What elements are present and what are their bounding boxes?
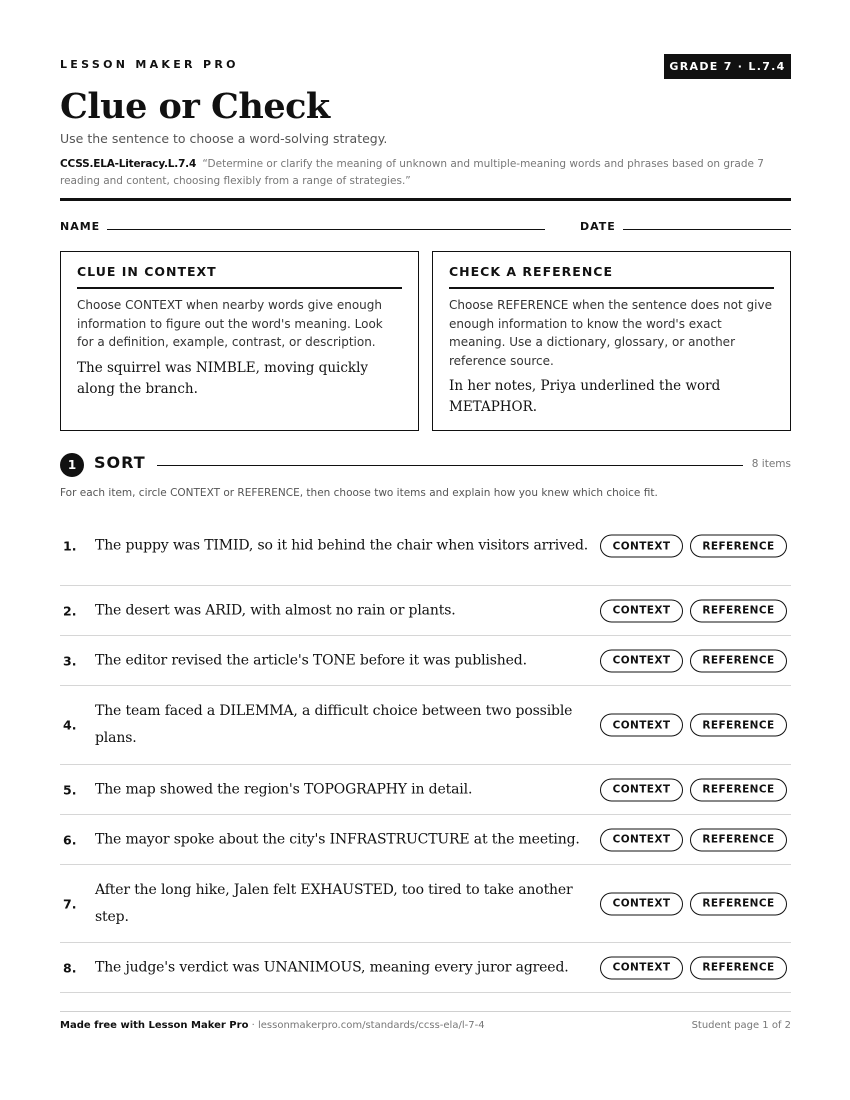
clue-in-context-card xyxy=(60,251,419,431)
page-subtitle: Use the sentence to choose a word-solving strategy. xyxy=(60,131,388,146)
item-number: 4. xyxy=(63,717,77,733)
list-item xyxy=(60,943,791,993)
section-title: SORT xyxy=(94,453,146,472)
reference-choice[interactable]: REFERENCE xyxy=(690,535,787,558)
reference-choice[interactable]: REFERENCE xyxy=(690,714,787,737)
worksheet-page xyxy=(60,0,791,1100)
list-item xyxy=(60,765,791,815)
date-label: DATE xyxy=(580,220,616,233)
item-number: 8. xyxy=(63,960,77,975)
section-number-badge: 1 xyxy=(60,453,84,477)
footer-divider xyxy=(60,1011,791,1012)
page-indicator: Student page 1 of 2 xyxy=(691,1020,791,1031)
sort-items-list xyxy=(60,507,791,993)
item-sentence: After the long hike, Jalen felt EXHAUSTED, too tired to take another step. xyxy=(95,881,573,925)
item-number: 5. xyxy=(63,782,77,797)
card-title: CHECK A REFERENCE xyxy=(449,264,774,289)
list-item xyxy=(60,586,791,636)
item-count: 8 items xyxy=(751,458,791,470)
date-field[interactable] xyxy=(623,229,791,230)
reference-choice[interactable]: REFERENCE xyxy=(690,956,787,979)
name-field[interactable] xyxy=(107,229,545,230)
list-item xyxy=(60,636,791,686)
context-choice[interactable]: CONTEXT xyxy=(600,778,683,801)
card-example: In her notes, Priya underlined the word METAPHOR. xyxy=(449,378,721,415)
list-item xyxy=(60,507,791,586)
standard-code: CCSS.ELA-Literacy.L.7.4 xyxy=(60,158,197,170)
item-sentence: The judge's verdict was UNANIMOUS, meaning every juror agreed. xyxy=(95,959,569,975)
item-number: 6. xyxy=(63,832,77,847)
check-a-reference-card xyxy=(432,251,791,431)
section-instructions: For each item, circle CONTEXT or REFERENCE, then choose two items and explain how you knew which choice fit. xyxy=(60,487,658,499)
context-choice[interactable]: CONTEXT xyxy=(600,956,683,979)
name-date-fields xyxy=(60,220,791,234)
item-sentence: The team faced a DILEMMA, a difficult choice between two possible plans. xyxy=(95,703,573,746)
header-divider xyxy=(60,198,791,201)
list-item xyxy=(60,686,791,765)
page-footer xyxy=(60,1020,791,1031)
section-header xyxy=(60,452,791,478)
card-description: Choose REFERENCE when the sentence does not give enough information to know the word's exact meaning. Use a dictionary, glossary, or another reference source. xyxy=(449,298,772,368)
footer-url[interactable]: lessonmakerpro.com/standards/ccss-ela/l-7-4 xyxy=(257,1020,485,1031)
footer-credit: Made free with Lesson Maker Pro xyxy=(60,1020,249,1031)
item-sentence: The editor revised the article's TONE before it was published. xyxy=(95,652,527,668)
context-choice[interactable]: CONTEXT xyxy=(600,892,683,915)
name-label: NAME xyxy=(60,220,101,233)
list-item xyxy=(60,865,791,943)
item-sentence: The desert was ARID, with almost no rain or plants. xyxy=(95,602,456,618)
item-sentence: The mayor spoke about the city's INFRASTRUCTURE at the meeting. xyxy=(95,831,580,847)
card-example: The squirrel was NIMBLE, moving quickly along the branch. xyxy=(77,359,369,397)
grade-badge: GRADE 7 · L.7.4 xyxy=(664,54,791,79)
footer-separator: · xyxy=(251,1020,258,1031)
item-sentence: The puppy was TIMID, so it hid behind the chair when visitors arrived. xyxy=(95,537,589,554)
item-number: 2. xyxy=(63,603,77,618)
context-choice[interactable]: CONTEXT xyxy=(600,714,683,737)
card-description: Choose CONTEXT when nearby words give enough information to figure out the word's meaning. Look for a definition, example, contrast, or description. xyxy=(77,298,383,349)
reference-choice[interactable]: REFERENCE xyxy=(690,649,787,672)
context-choice[interactable]: CONTEXT xyxy=(600,535,683,558)
reference-choice[interactable]: REFERENCE xyxy=(690,778,787,801)
brand-name: LESSON MAKER PRO xyxy=(60,58,239,71)
context-choice[interactable]: CONTEXT xyxy=(600,828,683,851)
section-rule xyxy=(157,465,743,466)
reference-choice[interactable]: REFERENCE xyxy=(690,599,787,622)
item-number: 1. xyxy=(63,538,77,554)
item-number: 3. xyxy=(63,653,77,668)
reference-choice[interactable]: REFERENCE xyxy=(690,892,787,915)
context-choice[interactable]: CONTEXT xyxy=(600,599,683,622)
item-number: 7. xyxy=(63,896,77,911)
reference-choice[interactable]: REFERENCE xyxy=(690,828,787,851)
list-item xyxy=(60,815,791,865)
standard-note xyxy=(60,156,791,189)
card-title: CLUE IN CONTEXT xyxy=(77,264,402,289)
item-sentence: The map showed the region's TOPOGRAPHY in detail. xyxy=(95,781,473,797)
standard-text: “Determine or clarify the meaning of unknown and multiple-meaning words and phrases based on grade 7 reading and content, choosing flexibly from a range of strategies.” xyxy=(60,158,764,187)
context-choice[interactable]: CONTEXT xyxy=(600,649,683,672)
page-title: Clue or Check xyxy=(60,86,330,127)
